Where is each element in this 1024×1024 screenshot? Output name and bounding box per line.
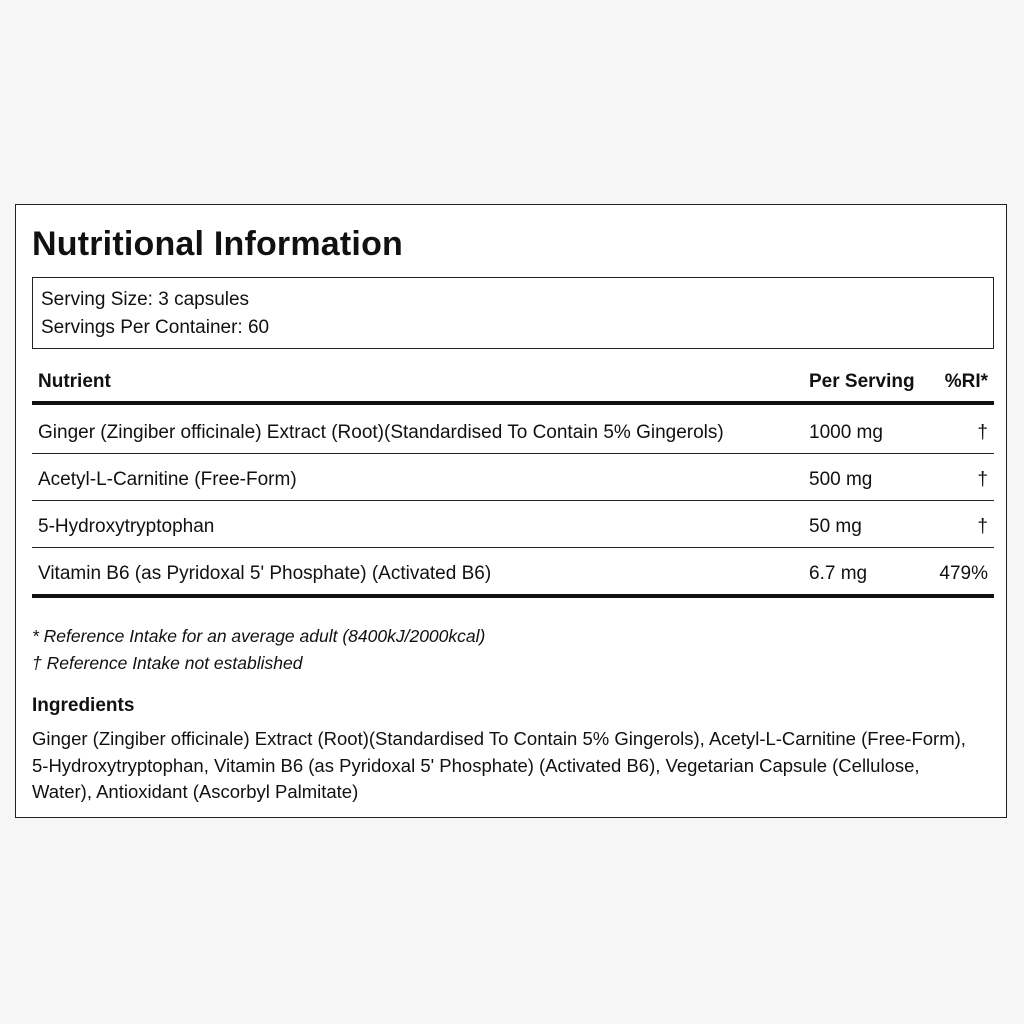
servings-per-container: Servings Per Container: 60 bbox=[41, 317, 270, 338]
table-row bbox=[32, 548, 994, 598]
nutrient-name: Acetyl-L-Carnitine (Free-Form) bbox=[38, 469, 297, 490]
ingredients-heading: Ingredients bbox=[32, 695, 135, 716]
nutrient-amount: 500 mg bbox=[809, 469, 873, 490]
header-per-serving: Per Serving bbox=[809, 371, 915, 392]
serving-info-box bbox=[32, 277, 994, 349]
nutrient-table bbox=[32, 363, 994, 598]
nutrient-ri: † bbox=[977, 469, 988, 490]
nutrient-ri: † bbox=[977, 516, 988, 537]
nutrient-name: 5-Hydroxytryptophan bbox=[38, 516, 215, 537]
table-row bbox=[32, 405, 994, 454]
nutrient-amount: 1000 mg bbox=[809, 422, 883, 443]
footnotes bbox=[32, 623, 485, 677]
nutrient-name: Ginger (Zingiber officinale) Extract (Root)(Standardised To Contain 5% Gingerols) bbox=[38, 422, 724, 443]
footnote-not-established: † Reference Intake not established bbox=[32, 653, 303, 673]
footnote-ri: * Reference Intake for an average adult (8400kJ/2000kcal) bbox=[32, 626, 486, 646]
table-row bbox=[32, 501, 994, 548]
nutrient-ri: 479% bbox=[939, 563, 988, 584]
table-header bbox=[32, 363, 994, 405]
serving-size: Serving Size: 3 capsules bbox=[41, 289, 250, 310]
nutrient-amount: 6.7 mg bbox=[809, 563, 868, 584]
nutrient-name: Vitamin B6 (as Pyridoxal 5' Phosphate) (Activated B6) bbox=[38, 563, 492, 584]
nutrient-ri: † bbox=[977, 422, 988, 443]
header-nutrient: Nutrient bbox=[38, 371, 111, 392]
nutrient-amount: 50 mg bbox=[809, 516, 862, 537]
page-title: Nutritional Information bbox=[32, 225, 404, 263]
table-row bbox=[32, 454, 994, 501]
nutrition-panel bbox=[15, 204, 1007, 818]
header-ri: %RI* bbox=[944, 371, 988, 392]
ingredients-text: Ginger (Zingiber officinale) Extract (Root)(Standardised To Contain 5% Gingerols), Acetyl-L-Carnitine (Free-Form), 5-Hydroxytryptophan, Vitamin B6 (as Pyridoxal 5' Phosphate) (Activated B6), Vegetarian Capsule (Cellulose, Water), Antioxidant (Ascorbyl Palmitate) bbox=[32, 728, 966, 802]
